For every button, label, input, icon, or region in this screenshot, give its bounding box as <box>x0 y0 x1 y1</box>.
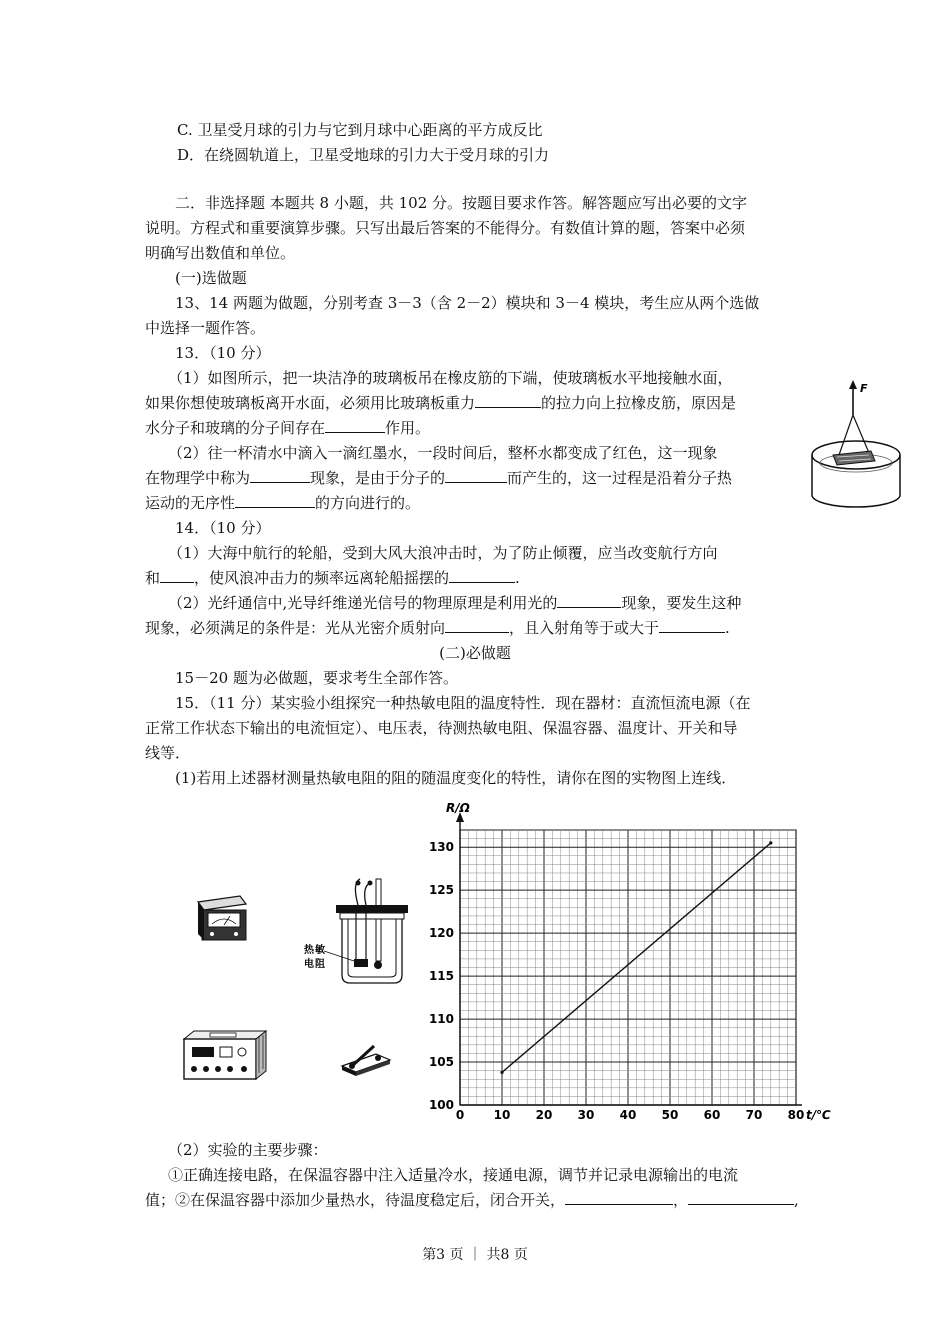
required-intro: 15－20 题为必做题，要求考生全部作答。 <box>175 669 458 687</box>
answer-blank[interactable] <box>235 493 315 508</box>
q13-p2-line-2: 在物理学中称为 现象，是由于分子的 而产生的，这一过程是沿着分子热 <box>145 469 733 487</box>
current-source-icon <box>180 1025 270 1085</box>
required-header: (二)必做题 <box>439 644 511 662</box>
x-tick-label: 20 <box>535 1108 553 1122</box>
y-tick-label: 110 <box>428 1012 454 1027</box>
q15-line-3: 线等． <box>145 744 191 762</box>
section2-line-3: 明确写出数值和单位。 <box>145 244 296 262</box>
q14-p2-line-2: 现象，必须满足的条件是：光从光密介质射向 ，且入射角等于或大于 . <box>145 619 730 637</box>
resistance-temperature-chart <box>400 800 840 1125</box>
answer-blank[interactable] <box>445 618 509 633</box>
thermistor-label-3: 电 <box>304 959 314 970</box>
q15-line-2: 正常工作状态下输出的电流恒定）、电压表，待测热敏电阻、保温容器、温度计、开关和导 <box>145 719 738 737</box>
x-tick-label: 30 <box>577 1108 595 1122</box>
option-d: D．在绕圆轨道上，卫星受地球的引力大于受月球的引力 <box>177 146 550 164</box>
series-point <box>500 1071 503 1074</box>
q15-step-line-1: ①正确连接电路，在保温容器中注入适量冷水，接通电源，调节并记录电源输出的电流 <box>168 1166 739 1184</box>
elective-intro-1: 13、14 两题为做题，分别考查 3－3（含 2－2）模块和 3－4 模块，考生应从两个选做 <box>175 294 760 312</box>
q15-line-4: (1)若用上述器材测量热敏电阻的阻的随温度变化的特性，请你在图的实物图上连线． <box>175 769 737 787</box>
q15-line-1: 15．（11 分）某实验小组探究一种热敏电阻的温度特性．现在器材：直流恒流电源（在 <box>175 694 751 712</box>
q14-p1-line-2: 和 ，使风浪冲击力的频率远离轮船摇摆的 . <box>145 569 520 587</box>
q14-p2-line-1: （2）光纤通信中,光导纤维递光信号的物理原理是利用光的 现象，要发生这种 <box>168 594 742 612</box>
y-tick-label: 105 <box>428 1055 454 1070</box>
switch-icon <box>338 1040 398 1080</box>
thermos-container-icon <box>300 875 415 990</box>
q13-p2-line-1: （2）往一杯清水中滴入一滴红墨水，一段时间后，整杯水都变成了红色，这一现象 <box>168 444 718 462</box>
answer-blank[interactable] <box>475 393 541 408</box>
q13-p1-line-3: 水分子和玻璃的分子间存在 作用。 <box>145 419 431 437</box>
x-tick-label: 70 <box>745 1108 763 1122</box>
q15-step-title: （2）实验的主要步骤： <box>168 1141 328 1159</box>
x-axis-label: t/℃ <box>806 1108 831 1122</box>
answer-blank[interactable] <box>688 1190 794 1205</box>
y-tick-label: 125 <box>428 883 454 898</box>
answer-blank[interactable] <box>445 468 507 483</box>
answer-blank[interactable] <box>557 593 621 608</box>
q15-step-line-2: 值；②在保温容器中添加少量热水，待温度稳定后，闭合开关， ， , <box>145 1191 799 1209</box>
q13-p2-line-3: 运动的无序性 的方向进行的。 <box>145 494 421 512</box>
series-point <box>769 841 772 844</box>
x-tick-label: 80 <box>787 1108 805 1122</box>
section2-line-1: 二．非选择题 本题共 8 小题，共 102 分。按题目要求作答。解答题应写出必要的文字 <box>175 194 748 212</box>
voltmeter-icon <box>190 890 252 950</box>
x-tick-label: 0 <box>455 1108 465 1122</box>
y-tick-label: 130 <box>428 840 454 855</box>
thermistor-label-4: 阻 <box>315 959 325 970</box>
x-tick-label: 10 <box>493 1108 511 1122</box>
force-label: F <box>860 382 868 395</box>
y-tick-label: 100 <box>428 1098 454 1112</box>
q13-p1-line-2: 如果你想使玻璃板离开水面，必须用比玻璃板重力 的拉力向上拉橡皮筋，原因是 <box>145 394 737 412</box>
answer-blank[interactable] <box>659 618 725 633</box>
x-tick-label: 60 <box>703 1108 721 1122</box>
page-footer: 第3 页 ｜ 共8 页 <box>422 1247 528 1263</box>
option-c: C. 卫星受月球的引力与它到月球中心距离的平方成反比 <box>177 121 543 139</box>
answer-blank[interactable] <box>325 418 385 433</box>
thermistor-label-2: 敏 <box>315 945 325 956</box>
q13-title: 13．（10 分） <box>175 344 271 362</box>
chart-grid <box>460 830 796 1105</box>
elective-header: (一)选做题 <box>175 269 247 287</box>
y-tick-label: 120 <box>428 926 454 941</box>
x-tick-label: 40 <box>619 1108 637 1122</box>
answer-blank[interactable] <box>449 568 515 583</box>
section2-line-2: 说明。方程式和重要演算步骤。只写出最后答案的不能得分。有数值计算的题，答案中必须 <box>145 219 746 237</box>
q13-p1-line-1: （1）如图所示，把一块洁净的玻璃板吊在橡皮筋的下端，使玻璃板水平地接触水面， <box>168 369 733 387</box>
thermistor-label-1: 热 <box>304 945 314 956</box>
q14-title: 14．（10 分） <box>175 519 271 537</box>
x-tick-label: 50 <box>661 1108 679 1122</box>
answer-blank[interactable] <box>160 568 194 583</box>
q14-p1-line-1: （1）大海中航行的轮船，受到大风大浪冲击时，为了防止倾覆，应当改变航行方向 <box>168 544 718 562</box>
answer-blank[interactable] <box>250 468 310 483</box>
glass-plate-water-figure <box>805 375 915 510</box>
answer-blank[interactable] <box>565 1190 673 1205</box>
elective-intro-2: 中选择一题作答。 <box>145 319 266 337</box>
y-tick-label: 115 <box>428 969 454 984</box>
y-axis-label: R/Ω <box>446 801 470 815</box>
